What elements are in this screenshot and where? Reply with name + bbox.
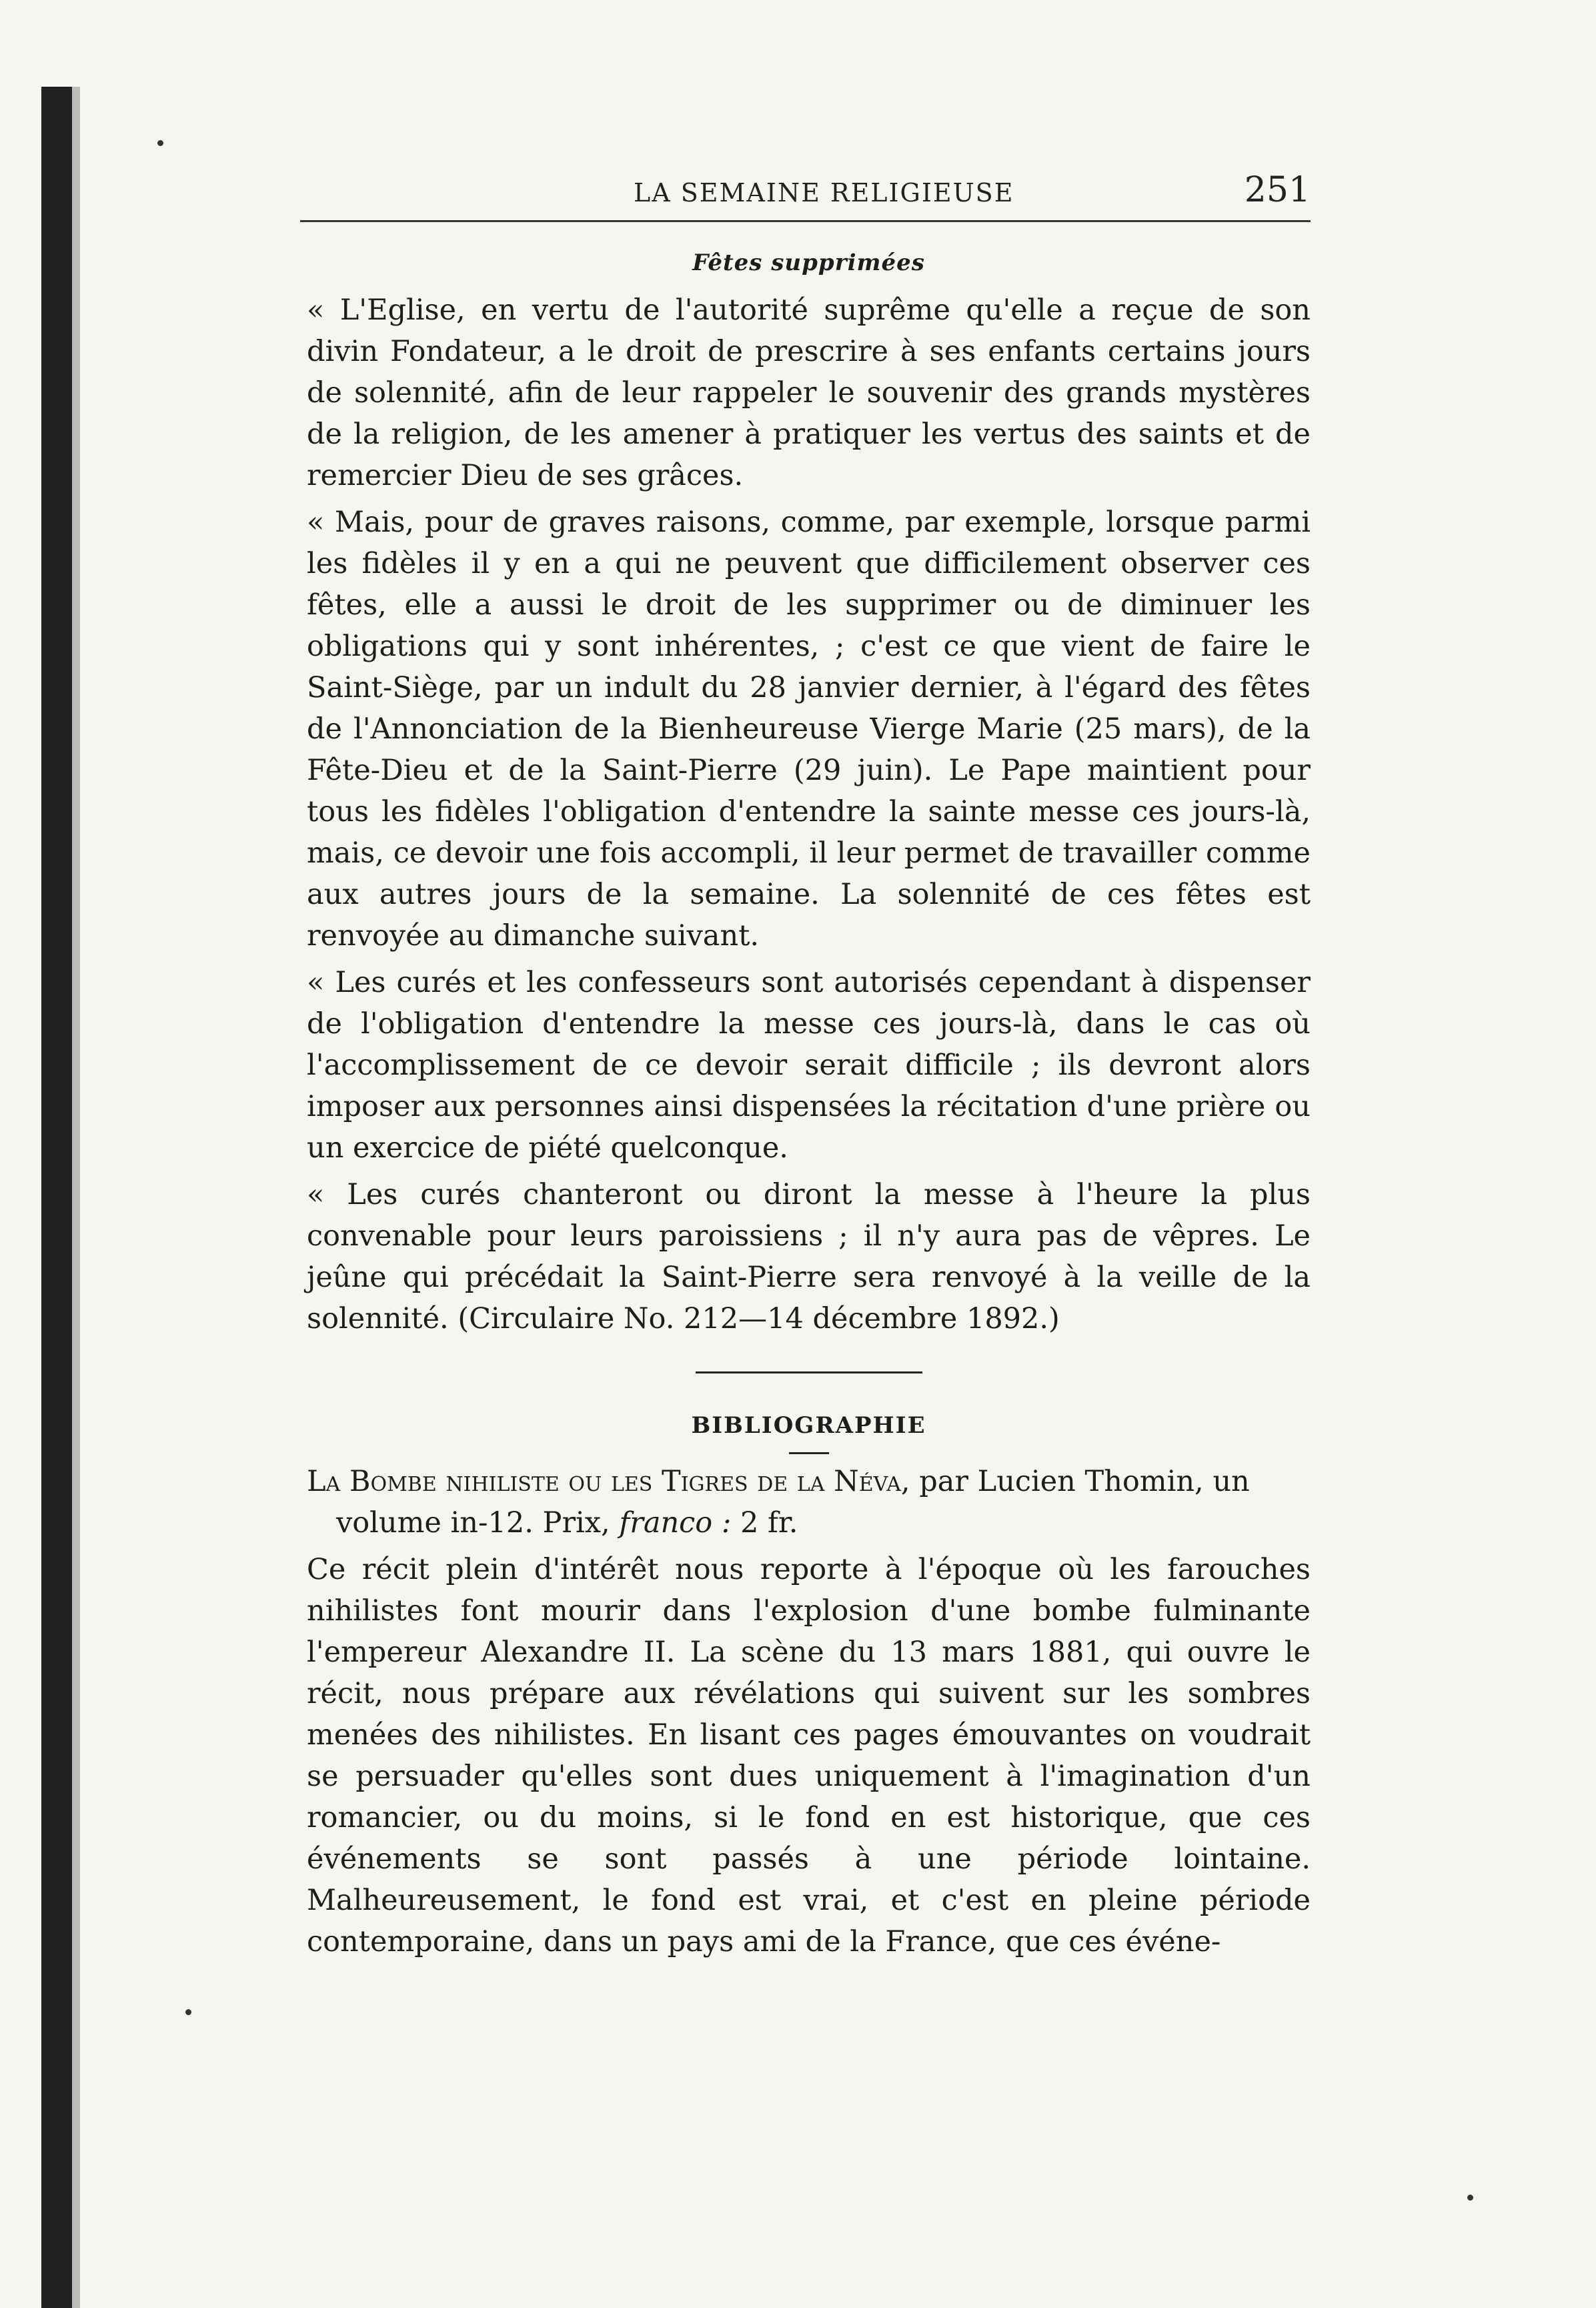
section-heading-fetes: Fêtes supprimées xyxy=(692,249,925,276)
header-rule xyxy=(300,220,1311,222)
paragraph-1: « L'Eglise, en vertu de l'autorité suprême qu'elle a reçue de son divin Fondateur, a le droit de prescrire à ses enfants certains jours de solennité, afin de leur rappeler le souvenir des grands mystères de la religion, de les amener à pratiquer les vertus des saints et de remercier Dieu de ses grâces. xyxy=(307,294,1311,493)
review-paragraph: Ce récit plein d'intérêt nous reporte à l'époque où les farouches nihilistes font mourir dans l'explosion d'une bombe fulminante l'empereur Alexandre II. La scène du 13 mars 1881, qui ouvre le récit, nous prépare aux révélations qui suivent sur les sombres menées des nihilistes. En lisant ces pages émouvantes on voudrait se persuader qu'elles sont dues uniquement à l'imagination d'un romancier, ou du moins, si le fond en est historique, que ces événements se sont passés à une période lointaine. Malheureusement, le fond est vrai, et c'est en pleine période contemporaine, dans un pays ami de la France, que ces événe- xyxy=(307,1553,1311,1959)
ink-speck xyxy=(1467,2195,1473,2201)
price-value: 2 fr. xyxy=(731,1506,798,1540)
paragraph-2: « Mais, pour de graves raisons, comme, par exemple, lorsque parmi les fidèles il y en a qui ne peuvent que difficilement observer ces fêtes, elle a aussi le droit de les supprimer ou de diminuer les obligations qui y sont inhérentes, ; c'est ce que vient de faire le Saint-Siège, par un indult du 28 janvier dernier, à l'égard des fêtes de l'Annonciation de la Bienheureuse Vierge Marie (25 mars), de la Fête-Dieu et de la Saint-Pierre (29 juin). Le Pape maintient pour tous les fidèles l'obligation d'entendre la sainte messe ces jours-là, mais, ce devoir une fois accompli, il leur permet de travailler comme aux autres jours de la semaine. La solennité de ces fêtes est renvoyée au dimanche suivant. xyxy=(307,506,1311,953)
page-binding-edge xyxy=(0,87,80,2308)
paragraph-4: « Les curés chanteront ou diront la messe à l'heure la plus convenable pour leurs paroissiens ; il n'y aura pas de vêpres. Le jeûne qui précédait la Saint-Pierre sera renvoyé à la veille de la solennité. (Circulaire No. 212—14 décembre 1892.) xyxy=(307,1178,1311,1336)
paragraph-3: « Les curés et les confesseurs sont autorisés cependant à dispenser de l'obligation d'entendre la messe ces jours-là, dans le cas où l'accomplissement de ce devoir serait difficile ; ils devront alors imposer aux personnes ainsi dispensées la récitation d'une prière ou un exercice de piété quelconque. xyxy=(307,966,1311,1165)
paragraph-gap xyxy=(307,957,1311,962)
bibliography-entry xyxy=(307,1461,1311,1544)
ink-speck xyxy=(157,140,163,146)
ink-speck xyxy=(185,2009,191,2015)
paragraph-gap xyxy=(307,496,1311,502)
page-content xyxy=(307,248,1311,1962)
section-heading-bibliographie: BIBLIOGRAPHIE xyxy=(691,1412,926,1439)
page-header xyxy=(300,170,1311,222)
page-number: 251 xyxy=(1244,170,1311,210)
heading-dash xyxy=(789,1452,829,1454)
running-title: LA SEMAINE RELIGIEUSE xyxy=(634,178,1014,207)
book-title: La Bombe nihiliste ou les Tigres de la Néva xyxy=(307,1465,901,1499)
paragraph-gap xyxy=(307,1169,1311,1174)
section-separator xyxy=(696,1371,922,1373)
book-author-details: , par Lucien Thomin, un volume in-12. Prix, xyxy=(336,1465,1250,1540)
price-label: franco : xyxy=(619,1506,732,1540)
